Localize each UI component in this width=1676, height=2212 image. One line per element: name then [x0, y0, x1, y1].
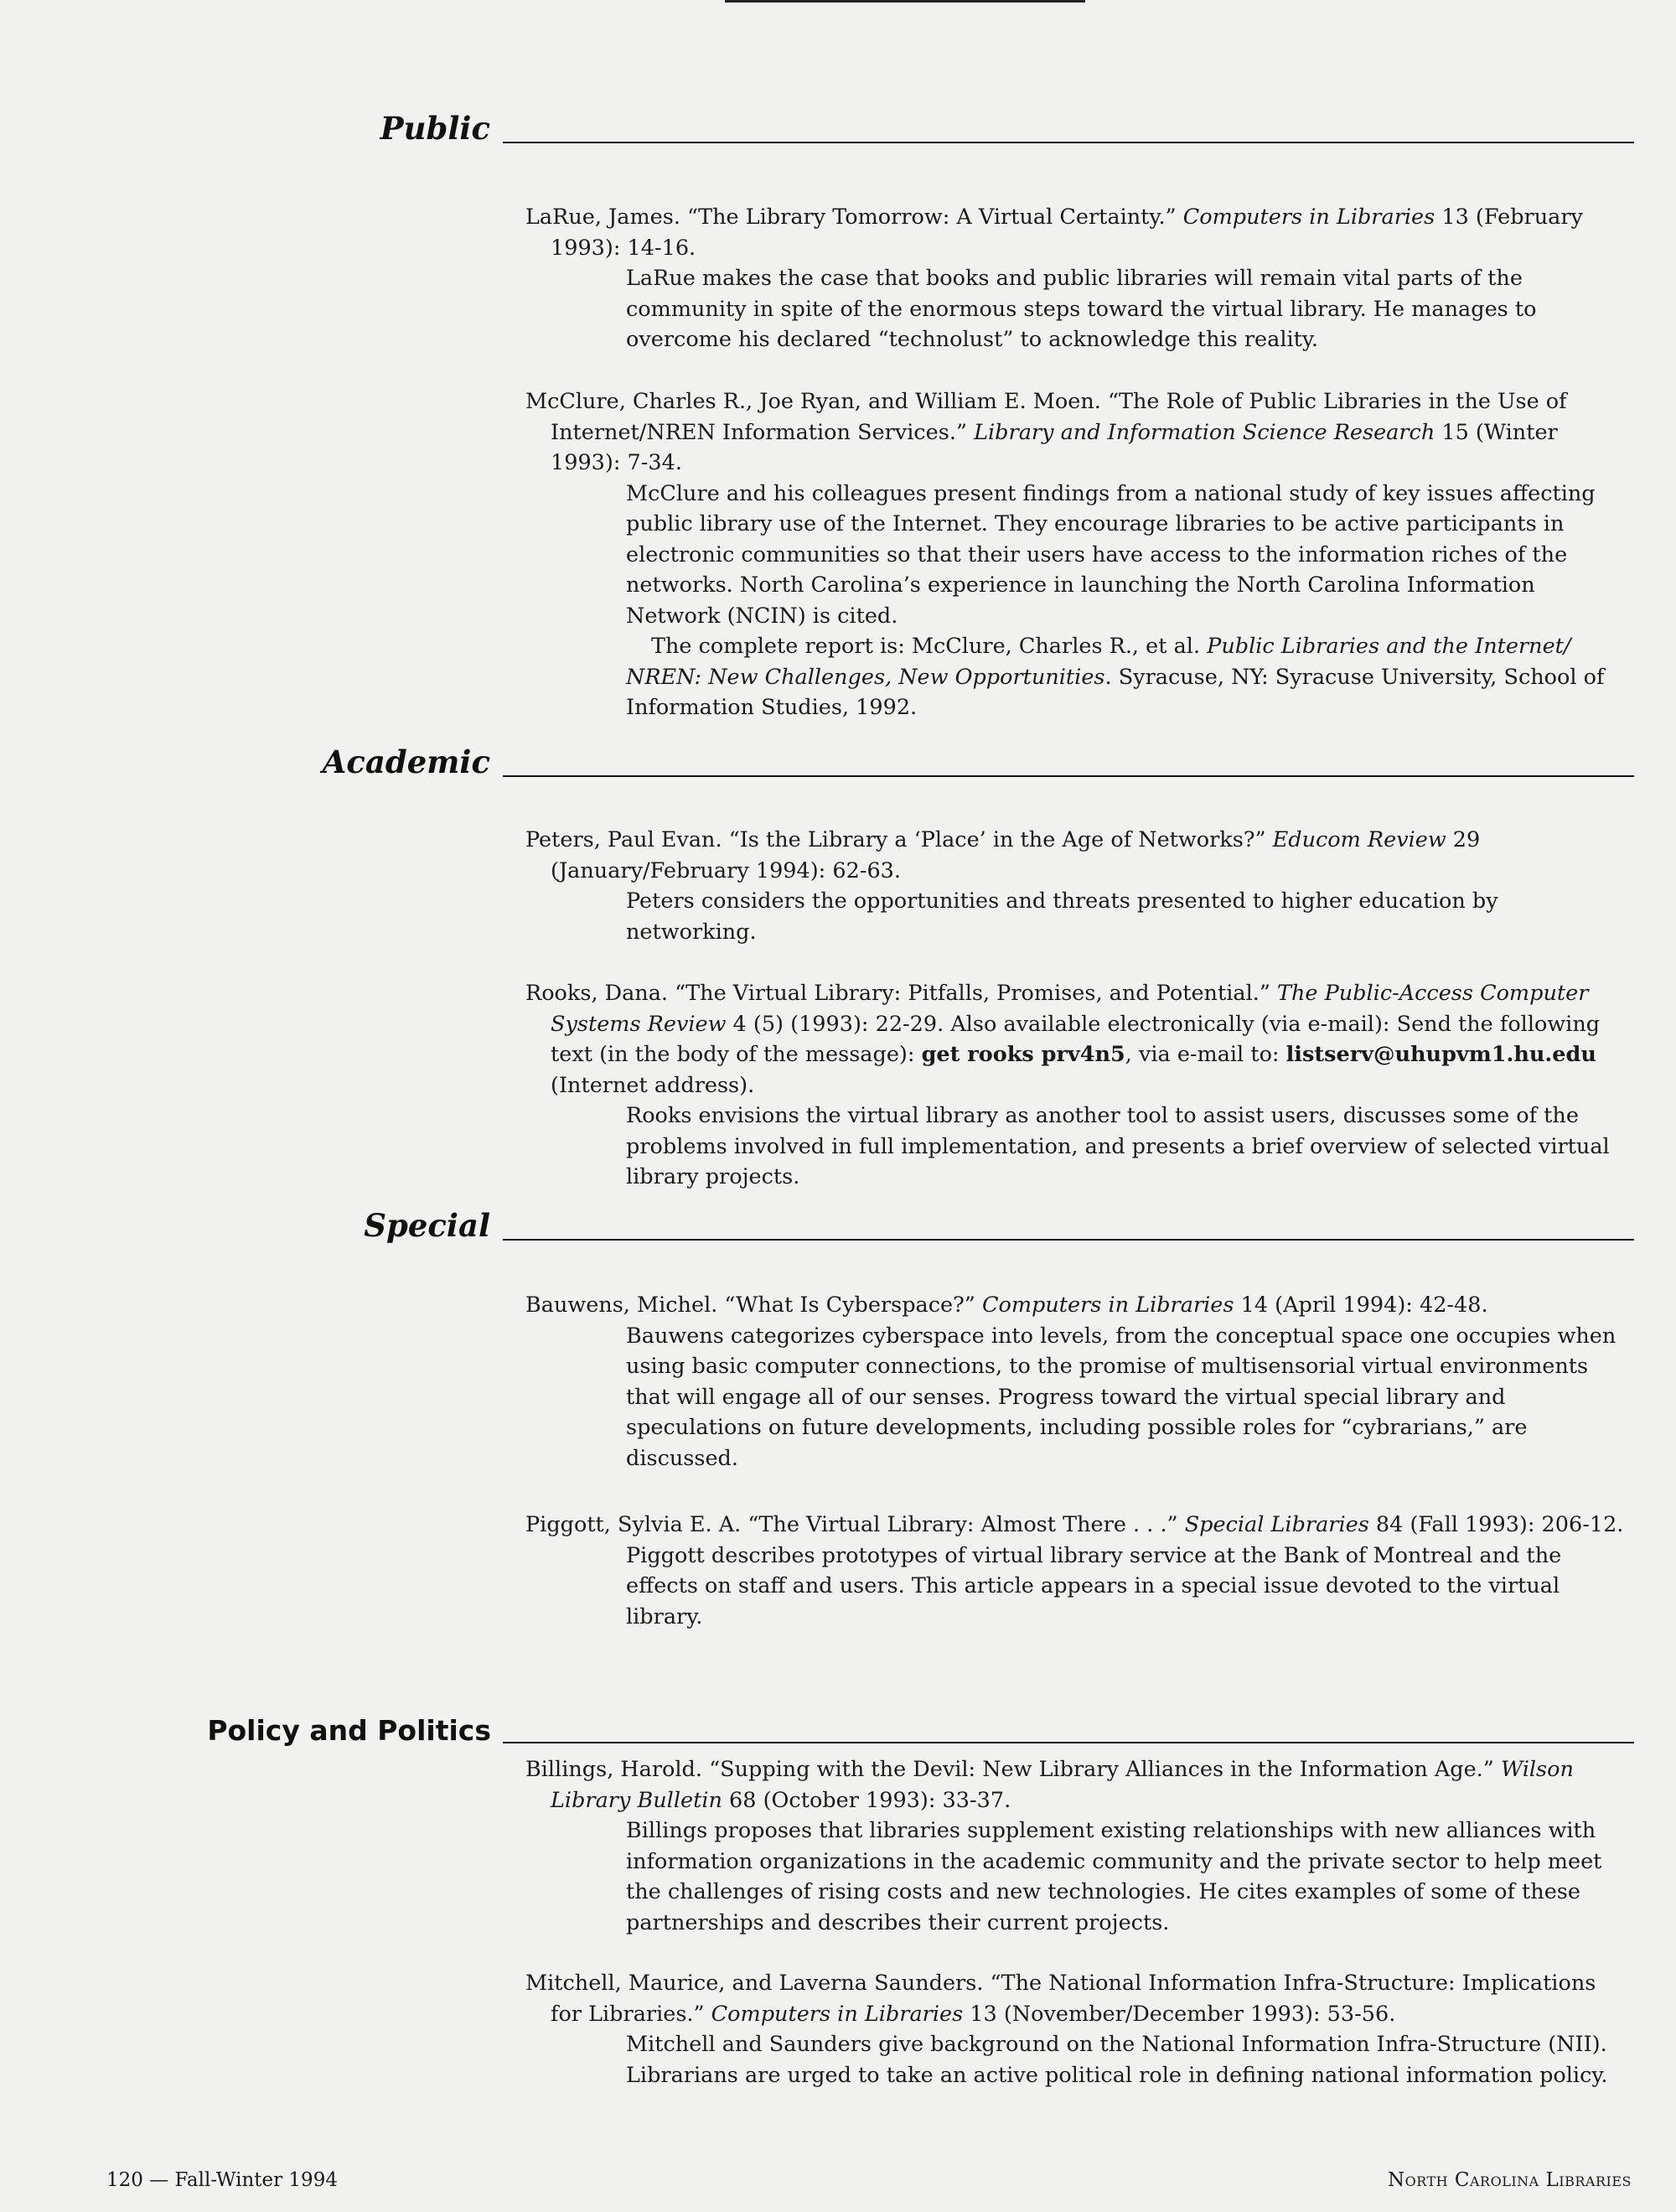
section-rule [503, 1239, 1634, 1241]
section-title: Special [364, 1207, 490, 1244]
annotation: Mitchell and Saunders give background on the National Information Infra-Structure (NII). Librarians are urged to take an active political role in defining national information policy. [626, 2032, 1608, 2088]
section-rule [503, 1742, 1634, 1743]
section-header-academic [0, 735, 1634, 785]
citation: Peters, Paul Evan. “Is the Library a ‘Place’ in the Age of Networks?” Educom Review 29 (January/February 1994): 62-63. [525, 827, 1481, 883]
footer-journal-title: North Carolina Libraries [1387, 2169, 1632, 2191]
citation: Mitchell, Maurice, and Laverna Saunders. “The National Information Infra-Structure: Implications for Libraries.” Computers in Libraries 13 (November/December 1993): 53-56. [525, 1971, 1596, 2027]
bibliography-entry [525, 978, 1632, 1193]
annotation: Rooks envisions the virtual library as another tool to assist users, discusses some of the problems involved in full implementation, and presents a brief overview of selected virtual library projects. [626, 1103, 1610, 1189]
annotation: Peters considers the opportunities and threats presented to higher education by networking. [626, 888, 1498, 945]
citation: Piggott, Sylvia E. A. “The Virtual Library: Almost There . . .” Special Libraries 84 (Fall 1993): 206-12. [525, 1512, 1624, 1537]
bibliography-entry [525, 825, 1632, 947]
section-rule [503, 142, 1634, 143]
bibliography-entry [525, 386, 1632, 723]
section-header-policy-and-politics [0, 1702, 1634, 1752]
section-title: Policy and Politics [207, 1714, 491, 1747]
section-rule [503, 775, 1634, 777]
citation: Rooks, Dana. “The Virtual Library: Pitfalls, Promises, and Potential.” The Public-Access Computer Systems Review 4 (5) (1993): 22-29. Also available electronically (via e-mail): Send the following text (in the body of the message): get rooks prv4n5, via e-mail to: listserv@uhupvm1.hu.edu (Internet address). [525, 981, 1601, 1098]
annotation: LaRue makes the case that books and public libraries will remain vital parts of the community in spite of the enormous steps toward the virtual library. He manages to overcome his declared “technolust” to acknowledge this reality. [626, 266, 1537, 352]
section-header-special [0, 1199, 1634, 1249]
annotation-note: The complete report is: McClure, Charles R., et al. Public Libraries and the Internet/ NREN: New Challenges, New Opportunities. Syracuse, NY: Syracuse University, School of Information Studies, 1992. [626, 634, 1605, 720]
citation: LaRue, James. “The Library Tomorrow: A Virtual Certainty.” Computers in Libraries 13 (February 1993): 14-16. [525, 205, 1583, 261]
bibliography-entry [525, 202, 1632, 355]
footer-page-info: 120 — Fall-Winter 1994 [106, 2169, 338, 2191]
citation: Bauwens, Michel. “What Is Cyberspace?” Computers in Libraries 14 (April 1994): 42-48. [525, 1292, 1488, 1318]
citation: McClure, Charles R., Joe Ryan, and William E. Moen. “The Role of Public Libraries in the Use of Internet/NREN Information Services.” Library and Information Science Research 15 (Winter 1993): 7-34. [525, 389, 1567, 475]
section-title: Academic [322, 743, 490, 780]
annotation: Piggott describes prototypes of virtual library service at the Bank of Montreal and the effects on staff and users. This article appears in a special issue devoted to the virtual library. [626, 1542, 1562, 1629]
annotation: Billings proposes that libraries supplement existing relationships with new alliances with information organizations in the academic community and the private sector to help meet the challenges of rising costs and new technologies. He cites examples of some of these partnerships and describes their current projects. [626, 1818, 1602, 1935]
citation: Billings, Harold. “Supping with the Devil: New Library Alliances in the Information Age.” Wilson Library Bulletin 68 (October 1993): 33-37. [525, 1757, 1574, 1813]
bibliography-entry [525, 1754, 1632, 1938]
bibliography-entry [525, 1510, 1632, 1632]
annotation: Bauwens categorizes cyberspace into levels, from the conceptual space one occupies when using basic computer connections, to the promise of multisensorial virtual environments that will engage all of our senses. Progress toward the virtual special library and speculations on future developments, including possible roles for “cybrarians,” are discussed. [626, 1323, 1617, 1471]
bibliography-entry [525, 1968, 1632, 2090]
section-header-public [0, 101, 1634, 152]
section-title: Public [380, 110, 490, 147]
bibliography-entry [525, 1290, 1632, 1474]
annotation: McClure and his colleagues present findings from a national study of key issues affecting public library use of the Internet. They encourage libraries to be active participants in electronic communities so that their users have access to the information riches of the networks. North Carolina’s experience in launching the North Carolina Information Network (NCIN) is cited. [626, 480, 1596, 629]
top-rule [725, 0, 1085, 3]
